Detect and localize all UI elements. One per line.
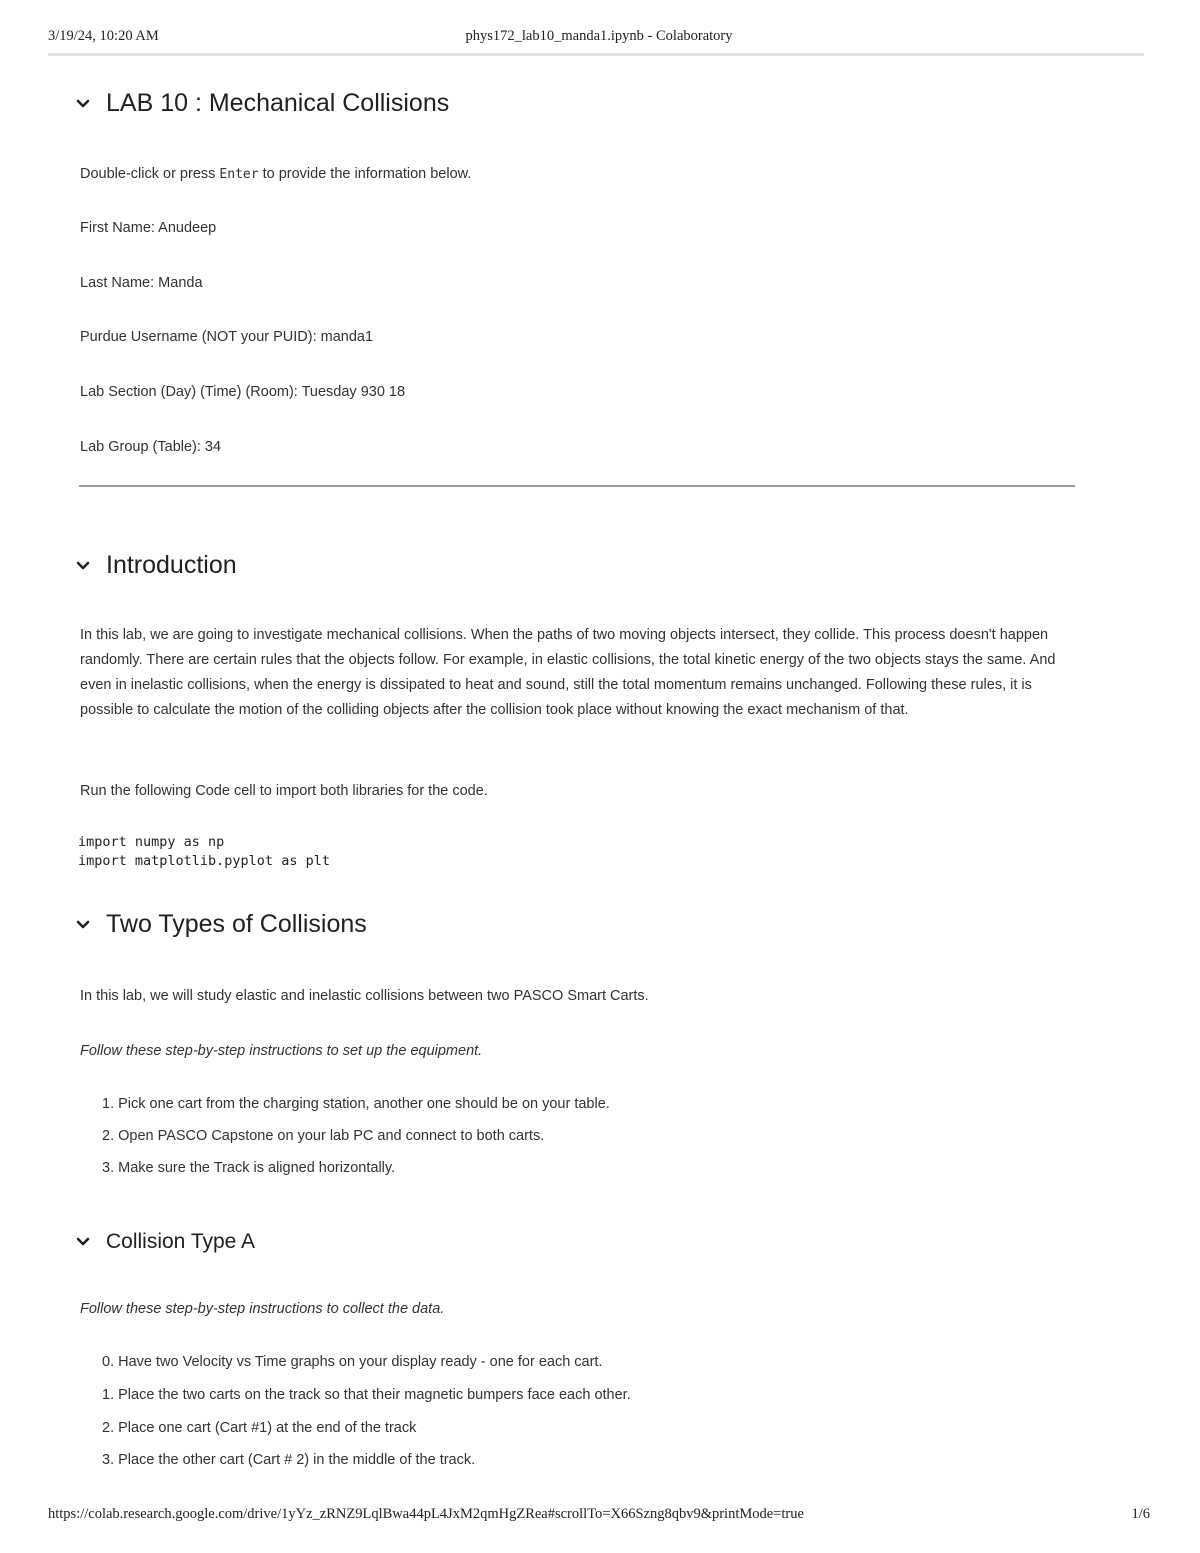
section-lab10-header[interactable] [76,89,449,118]
section-title: Collision Type A [106,1230,256,1253]
code-cell[interactable] [78,833,330,871]
list-item: 1. Pick one cart from the charging station, another one should be on your table. [102,1096,610,1112]
print-header [48,28,1150,48]
instruction-text [80,162,471,187]
run-code-text: Run the following Code cell to import both libraries for the code. [80,783,488,799]
chevron-down-icon[interactable] [76,561,90,571]
enter-key-code: Enter [219,167,259,182]
section-two-types-header[interactable] [76,910,367,939]
list-item: 3. Place the other cart (Cart # 2) in the middle of the track. [102,1452,476,1468]
list-item: 1. Place the two carts on the track so that their magnetic bumpers face each other. [102,1387,631,1403]
introduction-paragraph: In this lab, we are going to investigate mechanical collisions. When the paths of two moving objects intersect, they collide. This process doesn't happen randomly. There are certain rules that the objects follow. For example, in elastic collisions, the total kinetic energy of the two objects stays the same. And even in inelastic collisions, when the energy is dissipated to heat and sound, still the total momentum remains unchanged. Following these rules, it is possible to calculate the motion of the colliding objects after the collision took place without knowing the exact mechanism of that. [80,627,1056,718]
lab-group-field: Lab Group (Table): 34 [80,439,222,455]
print-footer [48,1506,1150,1526]
list-item: 2. Place one cart (Cart #1) at the end of the track [102,1420,417,1436]
section-title: Introduction [106,551,237,579]
code-line: import numpy as np [78,834,225,850]
section-introduction-header[interactable] [76,551,237,580]
page-number: 1/6 [1131,1506,1150,1522]
two-types-paragraph: In this lab, we will study elastic and inelastic collisions between two PASCO Smart Carts. [80,988,649,1004]
first-name-field: First Name: Anudeep [80,220,217,236]
chevron-down-icon[interactable] [76,920,90,930]
section-title: LAB 10 : Mechanical Collisions [106,89,450,117]
setup-instructions: Follow these step-by-step instructions to set up the equipment. [80,1043,483,1059]
list-item: 0. Have two Velocity vs Time graphs on your display ready - one for each cart. [102,1354,603,1370]
chevron-down-icon[interactable] [76,99,90,109]
instruction-pre: Double-click or press [80,166,216,182]
section-title: Two Types of Collisions [106,910,367,938]
data-collection-instructions: Follow these step-by-step instructions to collect the data. [80,1301,445,1317]
horizontal-rule [79,485,1075,487]
print-title: phys172_lab10_manda1.ipynb - Colaboratory [465,28,733,44]
footer-url: https://colab.research.google.com/drive/1yYz_zRNZ9LqlBwa44pL4JxM2qmHgZRea#scrollTo=X66Szng8qbv9&printMode=true [48,1506,804,1522]
last-name-field: Last Name: Manda [80,275,203,291]
header-divider [48,53,1144,56]
section-collision-a-header[interactable] [76,1230,255,1254]
instruction-post: to provide the information below. [262,166,472,182]
list-item: 3. Make sure the Track is aligned horizontally. [102,1160,396,1176]
print-date: 3/19/24, 10:20 AM [48,28,159,44]
list-item: 2. Open PASCO Capstone on your lab PC and connect to both carts. [102,1128,545,1144]
username-field: Purdue Username (NOT your PUID): manda1 [80,329,374,345]
code-line: import matplotlib.pyplot as plt [78,853,330,869]
chevron-down-icon[interactable] [76,1237,90,1247]
lab-section-field: Lab Section (Day) (Time) (Room): Tuesday 930 18 [80,384,406,400]
